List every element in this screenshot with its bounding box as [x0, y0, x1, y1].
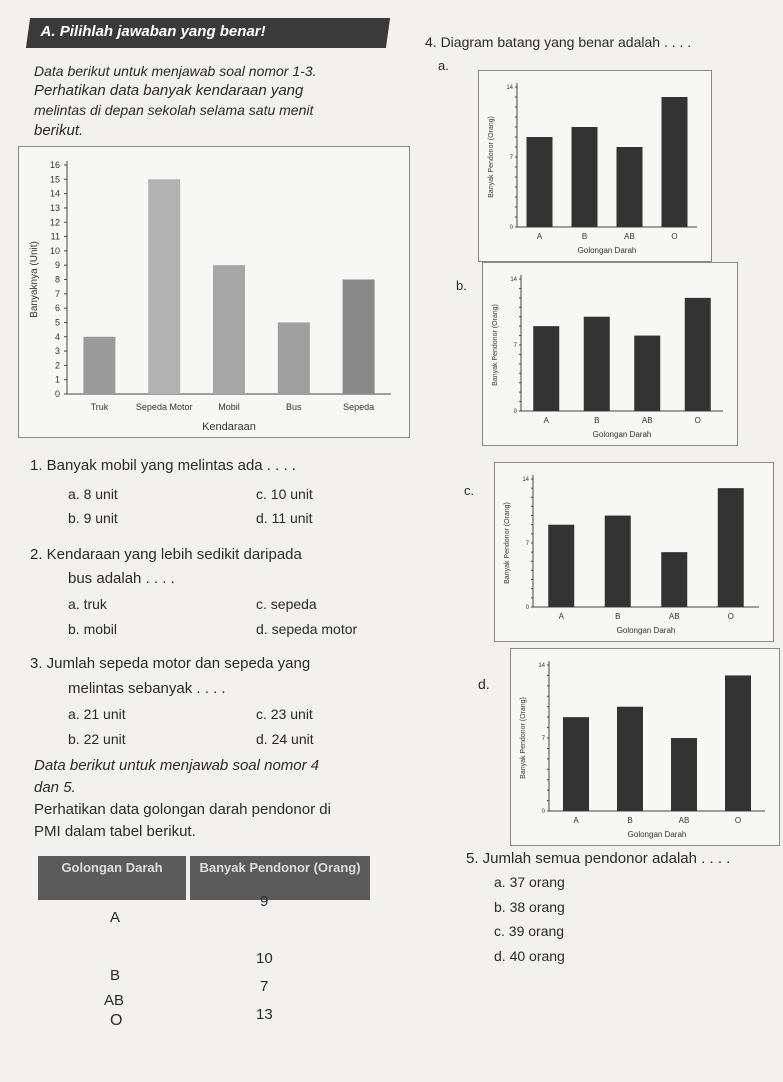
- q1-option-b[interactable]: b. 9 unit: [68, 510, 118, 526]
- y-axis-title: Banyak Pendonor (Orang): [492, 304, 499, 386]
- table-cell-count: 9: [260, 893, 269, 910]
- q2-text-1: 2. Kendaraan yang lebih sedikit daripada: [30, 546, 302, 563]
- y-tick-label: 0: [541, 809, 545, 815]
- q3-option-d[interactable]: d. 24 unit: [256, 731, 314, 747]
- y-tick-label: 6: [54, 303, 60, 314]
- x-axis-title: Golongan Darah: [616, 626, 676, 635]
- y-tick-label: 16: [49, 160, 60, 170]
- q1-option-c[interactable]: c. 10 unit: [256, 486, 313, 502]
- blood-type-table: [38, 856, 373, 1056]
- table-header-golongan: Golongan Darah: [38, 856, 186, 900]
- x-tick-label: Mobil: [218, 402, 240, 412]
- y-tick-label: 0: [525, 605, 529, 611]
- option-d-bar-chart: [511, 649, 779, 845]
- option-c-label[interactable]: c.: [464, 483, 475, 498]
- x-tick-label: B: [594, 416, 600, 425]
- y-axis-title: Banyak Pendonor (Orang): [504, 502, 511, 584]
- y-tick-label: 7: [509, 155, 513, 161]
- q5-option-c[interactable]: c. 39 orang: [494, 923, 565, 939]
- intro2-line-4: PMI dalam tabel berikut.: [34, 823, 196, 840]
- y-tick-label: 4: [54, 331, 60, 342]
- q5-option-a[interactable]: a. 37 orang: [494, 874, 565, 890]
- y-tick-label: 13: [49, 202, 60, 213]
- bar: [148, 179, 180, 394]
- bar: [213, 265, 245, 394]
- bar: [533, 326, 559, 411]
- x-tick-label: AB: [641, 416, 653, 425]
- y-tick-label: 0: [509, 225, 513, 231]
- x-tick-label: AB: [678, 816, 690, 825]
- option-c-bar-chart: [495, 463, 773, 641]
- intro-line-3: melintas di depan sekolah selama satu menit: [34, 102, 314, 118]
- y-tick-label: 2: [54, 360, 60, 371]
- q3-text-2: melintas sebanyak . . . .: [68, 680, 226, 697]
- x-tick-label: Sepeda Motor: [135, 402, 193, 412]
- table-cell-type: A: [110, 909, 121, 926]
- y-tick-label: 14: [522, 477, 529, 483]
- x-tick-label: Truk: [90, 402, 109, 412]
- x-axis-title: Golongan Darah: [627, 830, 687, 839]
- x-tick-label: B: [627, 816, 633, 825]
- y-axis-title: Banyak Pendonor (Orang): [488, 116, 495, 198]
- x-tick-label: B: [581, 232, 588, 241]
- intro2-line-3: Perhatikan data golongan darah pendonor di: [34, 801, 331, 818]
- x-tick-label: A: [543, 416, 549, 425]
- x-tick-label: O: [694, 416, 701, 425]
- table-header-banyak: Banyak Pendonor (Orang): [190, 856, 370, 900]
- option-b-chart-box[interactable]: [482, 262, 738, 446]
- x-tick-label: AB: [624, 232, 635, 241]
- table-cell-type: AB: [104, 992, 125, 1009]
- vehicle-bar-chart: [19, 147, 409, 437]
- intro2-line-1: Data berikut untuk menjawab soal nomor 4: [34, 757, 320, 774]
- section-header: A. Pilihlah jawaban yang benar!: [26, 18, 390, 48]
- x-tick-label: A: [536, 232, 543, 241]
- q2-option-c[interactable]: c. sepeda: [256, 596, 317, 612]
- q1-text: 1. Banyak mobil yang melintas ada . . . .: [30, 457, 296, 474]
- y-tick-label: 14: [538, 663, 545, 669]
- y-tick-label: 10: [49, 245, 60, 256]
- y-tick-label: 3: [54, 346, 60, 357]
- q3-option-b[interactable]: b. 22 unit: [68, 731, 126, 747]
- table-cell-count: 10: [256, 950, 273, 967]
- bar: [278, 322, 310, 394]
- bar: [718, 488, 744, 607]
- table-cell-type: B: [110, 967, 121, 984]
- y-tick-label: 14: [506, 85, 513, 91]
- q3-option-a[interactable]: a. 21 unit: [68, 706, 126, 722]
- bar: [527, 137, 553, 227]
- q3-option-c[interactable]: c. 23 unit: [256, 706, 313, 722]
- y-tick-label: 12: [49, 217, 60, 228]
- option-d-chart-box[interactable]: [510, 648, 780, 846]
- y-axis-title: Banyak Pendonor (Orang): [520, 697, 527, 779]
- y-tick-label: 0: [54, 389, 60, 399]
- q5-option-b[interactable]: b. 38 orang: [494, 899, 565, 915]
- vehicle-chart-box: [18, 146, 410, 438]
- table-cell-type: O: [110, 1012, 123, 1029]
- x-tick-label: O: [727, 612, 734, 621]
- bar: [584, 317, 610, 411]
- y-tick-label: 15: [49, 174, 60, 185]
- q2-text-2: bus adalah . . . .: [68, 570, 175, 587]
- intro-line-2: Perhatikan data banyak kendaraan yang: [34, 82, 304, 99]
- bar: [671, 738, 697, 811]
- option-b-label[interactable]: b.: [456, 278, 467, 293]
- bar: [343, 280, 375, 395]
- x-axis-title: Golongan Darah: [577, 246, 637, 255]
- option-a-bar-chart: [479, 71, 711, 261]
- intro-line-4: berikut.: [34, 122, 84, 139]
- x-tick-label: O: [671, 232, 678, 241]
- bar: [685, 298, 711, 411]
- x-axis-title: Golongan Darah: [592, 430, 652, 439]
- q5-text: 5. Jumlah semua pendonor adalah . . . .: [466, 850, 731, 867]
- y-tick-label: 7: [541, 736, 545, 742]
- table-cell-count: 7: [260, 978, 269, 995]
- intro2-line-2: dan 5.: [34, 779, 76, 796]
- y-tick-label: 0: [513, 409, 517, 415]
- bar: [661, 552, 687, 607]
- option-c-chart-box[interactable]: [494, 462, 774, 642]
- q1-option-d[interactable]: d. 11 unit: [256, 510, 313, 526]
- x-tick-label: B: [615, 612, 621, 621]
- y-tick-label: 11: [50, 231, 60, 242]
- x-tick-label: AB: [668, 612, 680, 621]
- bar: [617, 707, 643, 811]
- bar: [725, 675, 751, 811]
- q2-option-a[interactable]: a. truk: [68, 596, 107, 612]
- bar: [548, 525, 574, 607]
- option-a-label[interactable]: a.: [438, 58, 449, 73]
- q2-option-d[interactable]: d. sepeda motor: [256, 621, 358, 637]
- y-tick-label: 7: [54, 288, 60, 299]
- x-tick-label: Bus: [286, 402, 302, 412]
- table-cell-count: 13: [256, 1006, 273, 1023]
- q2-option-b[interactable]: b. mobil: [68, 621, 118, 637]
- x-tick-label: Sepeda: [343, 402, 375, 412]
- q4-text: 4. Diagram batang yang benar adalah . . . .: [425, 34, 692, 50]
- option-a-chart-box[interactable]: [478, 70, 712, 262]
- y-axis-title: Banyaknya (Unit): [29, 241, 40, 318]
- bar: [634, 336, 660, 411]
- y-tick-label: 9: [54, 260, 60, 271]
- y-tick-label: 7: [513, 343, 517, 349]
- q1-option-a[interactable]: a. 8 unit: [68, 486, 118, 502]
- y-tick-label: 8: [54, 274, 60, 285]
- option-b-bar-chart: [483, 263, 737, 445]
- bar: [572, 127, 598, 227]
- x-tick-label: A: [558, 612, 564, 621]
- x-axis-title: Kendaraan: [202, 421, 256, 433]
- y-tick-label: 14: [510, 277, 517, 283]
- x-tick-label: O: [734, 816, 742, 825]
- y-tick-label: 14: [49, 188, 60, 199]
- y-tick-label: 1: [54, 374, 60, 385]
- q5-option-d[interactable]: d. 40 orang: [494, 948, 565, 964]
- option-d-label[interactable]: d.: [478, 676, 490, 692]
- y-tick-label: 5: [54, 317, 60, 328]
- y-tick-label: 7: [525, 541, 529, 547]
- x-tick-label: A: [573, 816, 579, 825]
- bar: [83, 337, 115, 394]
- q3-text-1: 3. Jumlah sepeda motor dan sepeda yang: [30, 655, 311, 672]
- bar: [662, 97, 688, 227]
- bar: [605, 516, 631, 607]
- intro-line-1: Data berikut untuk menjawab soal nomor 1-3.: [34, 63, 317, 79]
- bar: [563, 717, 589, 811]
- bar: [617, 147, 643, 227]
